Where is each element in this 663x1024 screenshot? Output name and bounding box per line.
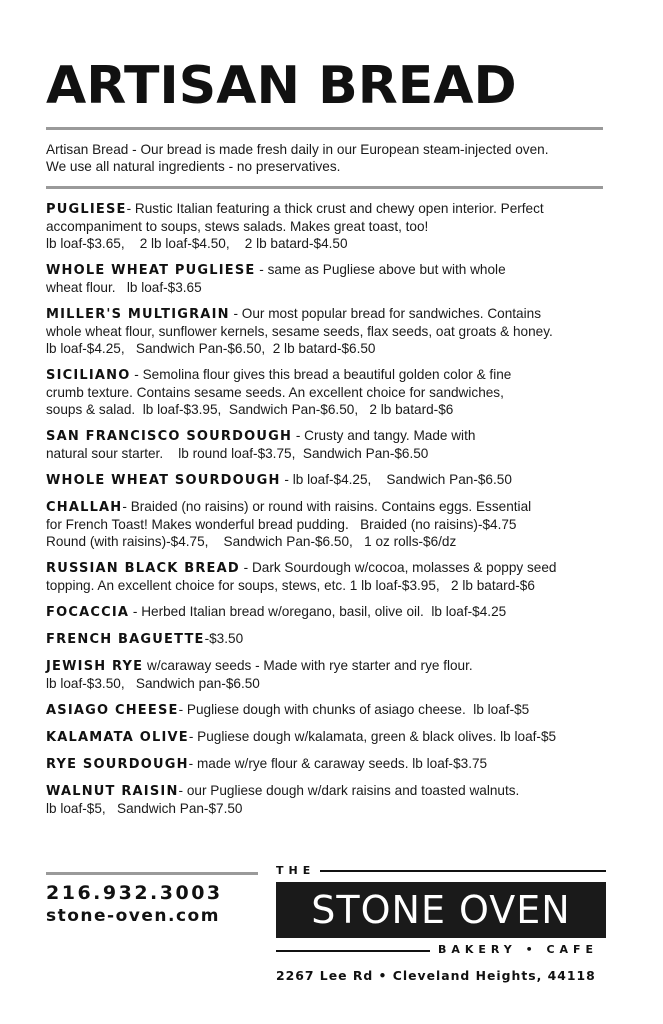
logo-subtitle: BAKERY • CAFE xyxy=(438,943,599,956)
bread-item xyxy=(46,498,621,550)
logo-box xyxy=(276,882,606,938)
bread-description-line xyxy=(46,366,621,384)
logo-the-text: THE xyxy=(276,864,316,877)
bread-description: natural sour starter. lb round loaf-$3.75, Sandwich Pan-$6.50 xyxy=(46,446,429,461)
bread-item xyxy=(46,305,621,357)
bread-name: MILLER'S MULTIGRAIN xyxy=(46,307,230,322)
bread-name: SAN FRANCISCO SOURDOUGH xyxy=(46,429,293,444)
bread-description-line xyxy=(46,630,621,648)
bread-item xyxy=(46,782,621,817)
bread-item xyxy=(46,728,621,746)
logo-top-line xyxy=(320,870,606,872)
bread-description-line xyxy=(46,782,621,800)
logo-bottom-line xyxy=(276,950,430,952)
bread-description-line xyxy=(46,559,621,577)
bread-item xyxy=(46,471,621,489)
bread-description: accompaniment to soups, stews salads. Makes great toast, too! xyxy=(46,219,429,234)
bread-name: JEWISH RYE xyxy=(46,659,144,674)
page-title: ARTISAN BREAD xyxy=(46,56,517,116)
store-address: 2267 Lee Rd • Cleveland Heights, 44118 xyxy=(276,968,596,983)
bread-description-line xyxy=(46,577,621,594)
bread-description: wheat flour. lb loaf-$3.65 xyxy=(46,280,202,295)
bread-description: w/caraway seeds - Made with rye starter and rye flour. xyxy=(143,658,473,673)
bread-name: WALNUT RAISIN xyxy=(46,784,179,799)
bread-item xyxy=(46,701,621,719)
bread-description-line xyxy=(46,533,621,550)
bread-menu-list xyxy=(46,200,621,826)
bread-description-line xyxy=(46,445,621,462)
bread-description: - our Pugliese dough w/dark raisins and toasted walnuts. xyxy=(178,783,520,798)
bread-description-line xyxy=(46,755,621,773)
intro-divider xyxy=(46,186,603,189)
bread-name: PUGLIESE xyxy=(46,202,127,217)
bread-item xyxy=(46,657,621,692)
bread-name: CHALLAH xyxy=(46,500,123,515)
bread-description: lb loaf-$3.65, 2 lb loaf-$4.50, 2 lb batard-$4.50 xyxy=(46,236,348,251)
bread-description-line xyxy=(46,603,621,621)
bread-description: lb loaf-$3.50, Sandwich pan-$6.50 xyxy=(46,676,260,691)
website-link[interactable]: stone-oven.com xyxy=(46,906,220,926)
title-divider xyxy=(46,127,603,130)
bread-item xyxy=(46,366,621,418)
bread-description: Round (with raisins)-$4.75, Sandwich Pan-$6.50, 1 oz rolls-$6/dz xyxy=(46,534,457,549)
bread-description: - Pugliese dough with chunks of asiago cheese. lb loaf-$5 xyxy=(178,702,530,717)
bread-description-line xyxy=(46,323,621,340)
bread-description: -$3.50 xyxy=(204,631,244,646)
phone-number[interactable]: 216.932.3003 xyxy=(46,882,223,904)
bread-name: FOCACCIA xyxy=(46,605,130,620)
bread-description-line xyxy=(46,427,621,445)
bread-description-line xyxy=(46,401,621,418)
bread-item xyxy=(46,603,621,621)
logo-name: STONE OVEN xyxy=(311,888,571,932)
intro-line: We use all natural ingredients - no preservatives. xyxy=(46,159,341,174)
bread-description: - Herbed Italian bread w/oregano, basil, olive oil. lb loaf-$4.25 xyxy=(129,604,507,619)
bread-description-line xyxy=(46,384,621,401)
intro-text xyxy=(46,141,611,175)
bread-item xyxy=(46,261,621,296)
bread-name: FRENCH BAGUETTE xyxy=(46,632,205,647)
bread-name: RUSSIAN BLACK BREAD xyxy=(46,561,240,576)
bread-description: topping. An excellent choice for soups, stews, etc. 1 lb loaf-$3.95, 2 lb batard-$6 xyxy=(46,578,535,593)
bread-description-line xyxy=(46,657,621,675)
bread-description-line xyxy=(46,498,621,516)
bread-description-line xyxy=(46,218,621,235)
bread-description: - Our most popular bread for sandwiches. Contains xyxy=(229,306,541,321)
bread-description-line xyxy=(46,261,621,279)
bread-description: soups & salad. lb loaf-$3.95, Sandwich Pan-$6.50, 2 lb batard-$6 xyxy=(46,402,454,417)
bread-description-line xyxy=(46,279,621,296)
bread-description: whole wheat flour, sunflower kernels, sesame seeds, flax seeds, oat groats & honey. xyxy=(46,324,553,339)
bread-name: SICILIANO xyxy=(46,368,131,383)
bread-description-line xyxy=(46,800,621,817)
bread-item xyxy=(46,630,621,648)
bread-item xyxy=(46,559,621,594)
bread-description-line xyxy=(46,516,621,533)
bread-description: lb loaf-$5, Sandwich Pan-$7.50 xyxy=(46,801,243,816)
bread-item xyxy=(46,200,621,252)
bread-description-line xyxy=(46,701,621,719)
bread-description-line xyxy=(46,340,621,357)
bread-description: - Semolina flour gives this bread a beautiful golden color & fine xyxy=(130,367,512,382)
bread-description-line xyxy=(46,305,621,323)
intro-line: Artisan Bread - Our bread is made fresh daily in our European steam-injected oven. xyxy=(46,142,549,157)
bread-description: - Braided (no raisins) or round with raisins. Contains eggs. Essential xyxy=(122,499,532,514)
bread-description: lb loaf-$4.25, Sandwich Pan-$6.50, 2 lb batard-$6.50 xyxy=(46,341,376,356)
bread-description-line xyxy=(46,235,621,252)
bread-description: - made w/rye flour & caraway seeds. lb loaf-$3.75 xyxy=(188,756,488,771)
stone-oven-logo xyxy=(276,864,606,964)
bread-name: WHOLE WHEAT SOURDOUGH xyxy=(46,473,281,488)
bread-description: - Rustic Italian featuring a thick crust and chewy open interior. Perfect xyxy=(126,201,544,216)
bread-description-line xyxy=(46,200,621,218)
bread-description: - lb loaf-$4.25, Sandwich Pan-$6.50 xyxy=(280,472,512,487)
bread-description: - same as Pugliese above but with whole xyxy=(255,262,506,277)
bread-name: WHOLE WHEAT PUGLIESE xyxy=(46,263,256,278)
contact-divider xyxy=(46,872,258,875)
bread-name: RYE SOURDOUGH xyxy=(46,757,189,772)
bread-description: crumb texture. Contains sesame seeds. An excellent choice for sandwiches, xyxy=(46,385,504,400)
bread-description: for French Toast! Makes wonderful bread pudding. Braided (no raisins)-$4.75 xyxy=(46,517,517,532)
bread-description: - Dark Sourdough w/cocoa, molasses & poppy seed xyxy=(239,560,557,575)
bread-name: ASIAGO CHEESE xyxy=(46,703,179,718)
bread-description-line xyxy=(46,728,621,746)
bread-item xyxy=(46,427,621,462)
bread-description-line xyxy=(46,471,621,489)
bread-item xyxy=(46,755,621,773)
bread-description: - Pugliese dough w/kalamata, green & black olives. lb loaf-$5 xyxy=(188,729,557,744)
bread-description-line xyxy=(46,675,621,692)
bread-description: - Crusty and tangy. Made with xyxy=(292,428,476,443)
bread-name: KALAMATA OLIVE xyxy=(46,730,189,745)
